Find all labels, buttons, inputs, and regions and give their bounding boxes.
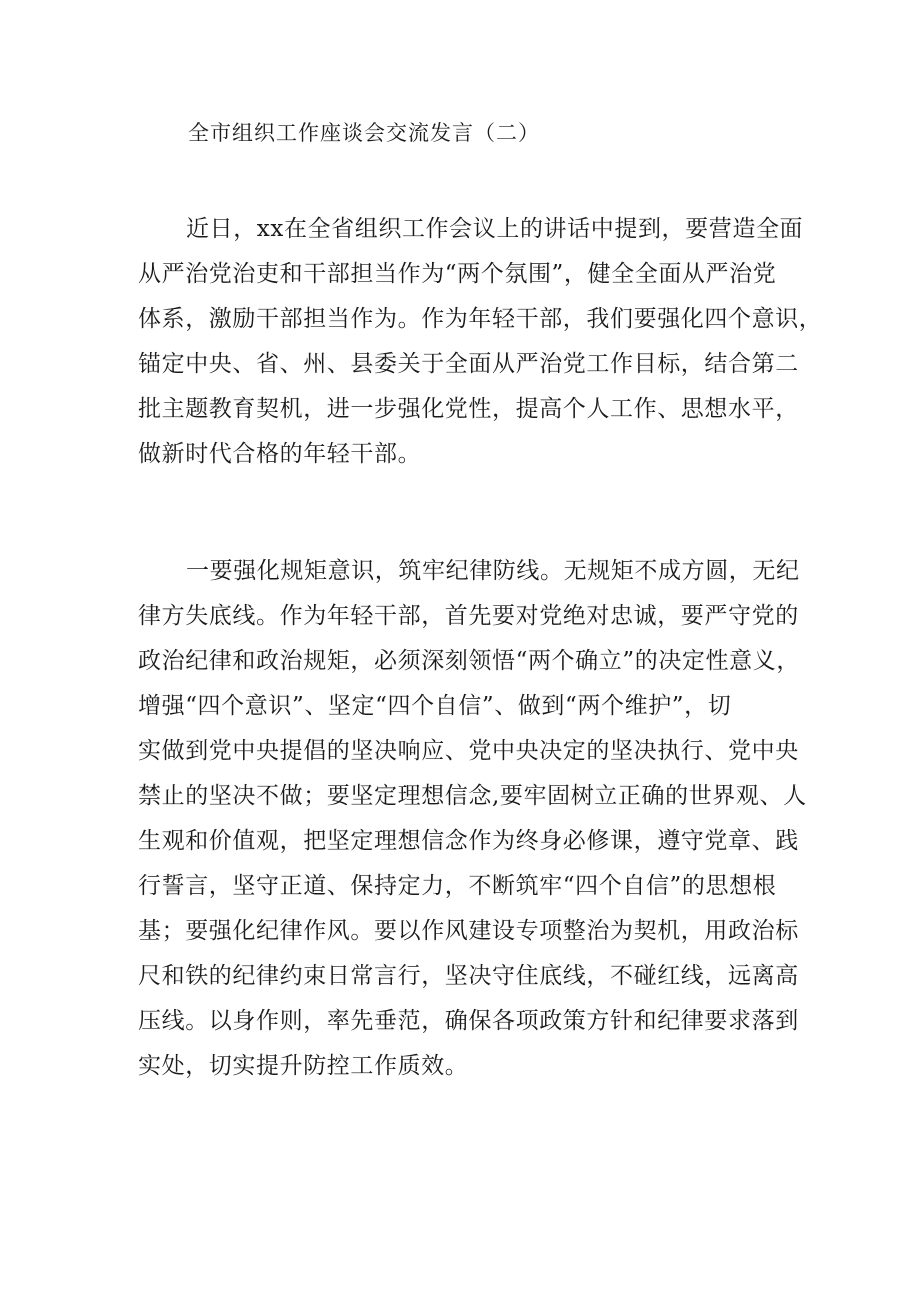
paragraph-line: 压线。以身作则，率先垂范，确保各项政策方针和纪律要求落到 (138, 1008, 799, 1034)
document-title: 全市组织工作座谈会交流发言（二） (188, 121, 540, 145)
paragraph-line: 律方失底线。作为年轻干部，首先要对党绝对忠诚，要严守党的 (138, 603, 799, 629)
paragraph-line: 批主题教育契机，进一步强化党性，提高个人工作、思想水平， (138, 396, 799, 422)
paragraph-line: 近日，xx在全省组织工作会议上的讲话中提到，要营造全面 (186, 216, 804, 242)
paragraph-line: 基；要强化纪律作风。要以作风建设专项整治为契机，用政治标 (138, 918, 799, 944)
paragraph-line: 增强“四个意识”、坚定“四个自信”、做到“两个维护”，切 (138, 693, 732, 719)
paragraph-line: 尺和铁的纪律约束日常言行，坚决守住底线，不碰红线，远离高 (138, 963, 799, 989)
paragraph-discipline (138, 549, 807, 1089)
paragraph-line: 禁止的坚决不做；要坚定理想信念,要牢固树立正确的世界观、人 (138, 783, 807, 809)
paragraph-line: 体系，激励干部担当作为。作为年轻干部，我们要强化四个意识， (138, 306, 823, 332)
paragraph-line: 实处，切实提升防控工作质效。 (138, 1053, 469, 1079)
paragraph-line: 行誓言，坚守正道、保持定力，不断筑牢“四个自信”的思想根 (138, 873, 777, 899)
paragraph-line: 从严治党治吏和干部担当作为“两个氛围”，健全全面从严治党 (138, 261, 777, 287)
paragraph-intro (138, 207, 822, 477)
paragraph-line: 生观和价值观，把坚定理想信念作为终身必修课，遵守党章、践 (138, 828, 799, 854)
paragraph-line: 做新时代合格的年轻干部。 (138, 441, 422, 467)
paragraph-line: 实做到党中央提倡的坚决响应、党中央决定的坚决执行、党中央 (138, 738, 799, 764)
paragraph-line: 锚定中央、省、州、县委关于全面从严治党工作目标，结合第二 (138, 351, 799, 377)
paragraph-line: 一要强化规矩意识，筑牢纪律防线。无规矩不成方圆，无纪 (186, 558, 800, 584)
paragraph-line: 政治纪律和政治规矩，必须深刻领悟“两个确立”的决定性意义， (138, 648, 800, 674)
